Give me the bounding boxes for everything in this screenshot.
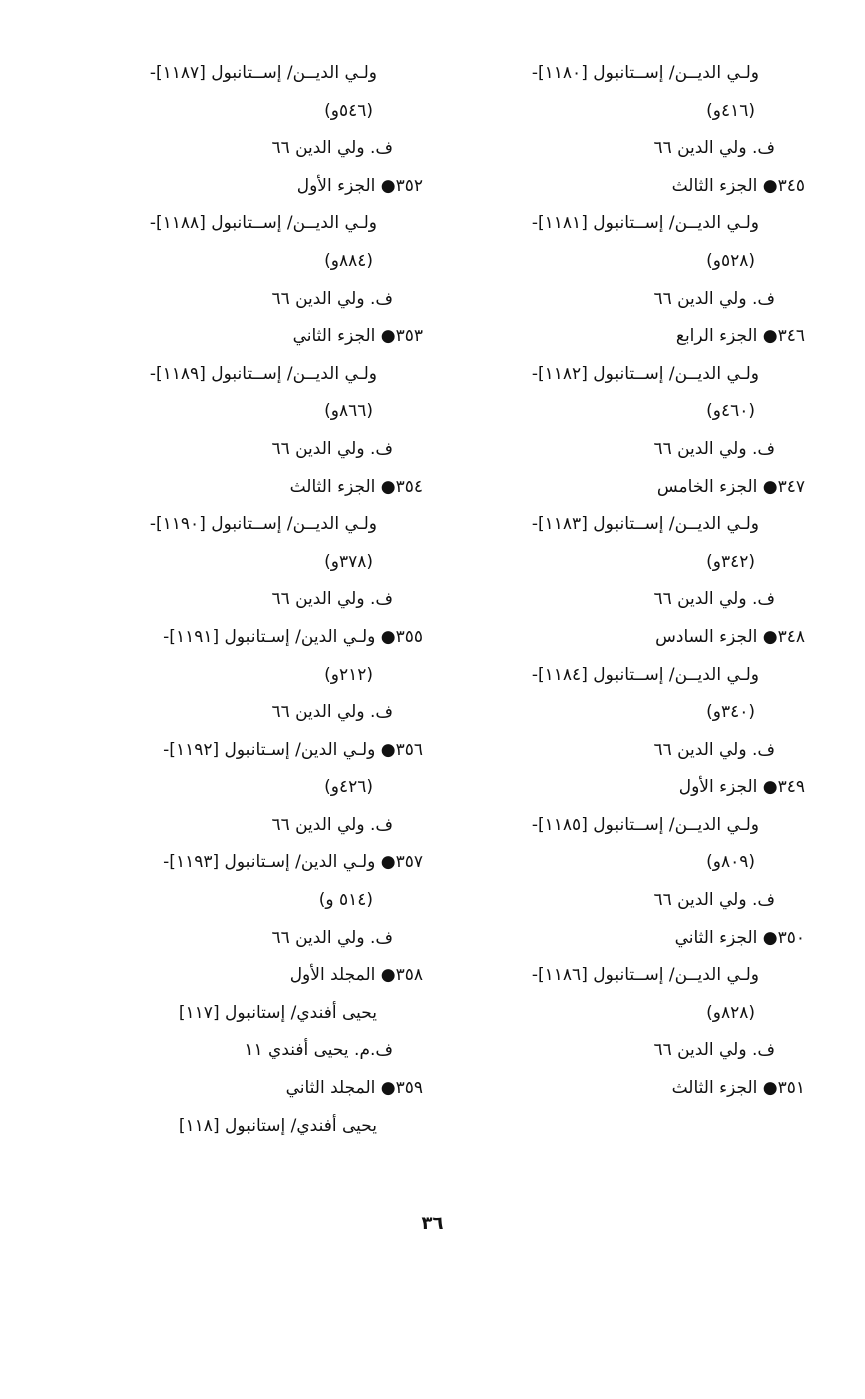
entry-line: ف. ولي الدين ٦٦	[271, 288, 393, 309]
entry-line: ولـي الديــن/ إســتانبول [١١٨٨]-	[149, 213, 377, 234]
entry-line: ولـي الديــن/ إســتانبول [١١٨٩]-	[149, 363, 377, 384]
entry-line: ف.م. يحيى أفندي ١١	[244, 1040, 393, 1061]
entry-line: ٣٥٨● المجلد الأول	[289, 965, 423, 986]
entry-line: ولـي الديــن/ إســتانبول [١١٨١]-	[531, 213, 759, 234]
entry-line: (٨٨٤و)	[324, 250, 373, 271]
entry-line: ٣٥٠● الجزء الثاني	[674, 927, 805, 948]
entry-line: ف. ولي الدين ٦٦	[271, 702, 393, 723]
entry-line: ف. ولي الدين ٦٦	[271, 814, 393, 835]
entry-line: ف. ولي الدين ٦٦	[653, 1040, 775, 1061]
entry-line: (٥٤٦و)	[324, 100, 373, 121]
left-column	[83, 55, 423, 1145]
entry-line: ف. ولي الدين ٦٦	[653, 739, 775, 760]
entry-line: (٤٦٠و)	[706, 401, 755, 422]
entry-line: ف. ولي الدين ٦٦	[653, 288, 775, 309]
entry-line: ف. ولي الدين ٦٦	[271, 138, 393, 159]
entry-line: ٣٤٥● الجزء الثالث	[671, 175, 805, 196]
entry-line: (٤٢٦و)	[324, 777, 373, 798]
entry-line: (٨٠٩و)	[706, 852, 755, 873]
entry-line: ٣٥٢● الجزء الأول	[296, 175, 423, 196]
entry-line: ٣٤٧● الجزء الخامس	[656, 476, 805, 497]
page-number: ٣٦	[421, 1213, 444, 1234]
entry-line: يحيى أفندي/ إستانبول [١١٧]	[178, 1002, 377, 1023]
entry-line: (٤١٦و)	[706, 100, 755, 121]
entry-line: ٣٤٩● الجزء الأول	[678, 777, 805, 798]
entry-line: ٣٥٥● ولـي الدين/ إسـتانبول [١١٩١]-	[163, 626, 423, 647]
entry-line: ف. ولي الدين ٦٦	[653, 138, 775, 159]
entry-line: (٨٢٨و)	[706, 1002, 755, 1023]
entry-line: ف. ولي الدين ٦٦	[271, 589, 393, 610]
entry-line: ٣٥٣● الجزء الثاني	[292, 326, 423, 347]
entry-line: ٣٤٨● الجزء السادس	[655, 626, 805, 647]
entry-line: (٣٧٨و)	[324, 551, 373, 572]
entry-line: (٨٦٦و)	[324, 401, 373, 422]
entry-line: ف. ولي الدين ٦٦	[653, 438, 775, 459]
entry-line: (٥٢٨و)	[706, 250, 755, 271]
entry-line: ٣٤٦● الجزء الرابع	[675, 326, 805, 347]
entry-line: ٣٥٦● ولـي الدين/ إسـتانبول [١١٩٢]-	[163, 739, 423, 760]
entry-line: ٣٥٧● ولـي الدين/ إسـتانبول [١١٩٣]-	[163, 852, 423, 873]
entry-line: (٥١٤ و)	[318, 890, 373, 911]
entry-line: ولـي الديــن/ إســتانبول [١١٩٠]-	[149, 514, 377, 535]
entry-line: (٣٤٢و)	[706, 551, 755, 572]
entry-line: ف. ولي الدين ٦٦	[271, 927, 393, 948]
right-column	[465, 55, 805, 1108]
entry-line: ولـي الديــن/ إســتانبول [١١٨٢]-	[531, 363, 759, 384]
entry-line: ولـي الديــن/ إســتانبول [١١٨٦]-	[531, 965, 759, 986]
entry-line: ولـي الديــن/ إســتانبول [١١٨٠]-	[531, 63, 759, 83]
entry-line: ولـي الديــن/ إســتانبول [١١٨٤]-	[531, 664, 759, 685]
entry-line: (٣٤٠و)	[706, 702, 755, 723]
entry-line: ف. ولي الدين ٦٦	[653, 589, 775, 610]
entry-line: يحيى أفندي/ إستانبول [١١٨]	[178, 1115, 377, 1136]
entry-line: ولـي الديــن/ إســتانبول [١١٨٣]-	[531, 514, 759, 535]
entry-line: ٣٥١● الجزء الثالث	[671, 1078, 805, 1099]
entry-line: ولـي الديــن/ إســتانبول [١١٨٥]-	[531, 814, 759, 835]
entry-line: ٣٥٤● الجزء الثالث	[289, 476, 423, 497]
entry-line: ف. ولي الدين ٦٦	[653, 890, 775, 911]
entry-line: ٣٥٩● المجلد الثاني	[285, 1078, 423, 1099]
entry-line: ف. ولي الدين ٦٦	[271, 438, 393, 459]
entry-line: (٢١٢و)	[324, 664, 373, 685]
entry-line: ولـي الديــن/ إســتانبول [١١٨٧]-	[149, 63, 377, 83]
